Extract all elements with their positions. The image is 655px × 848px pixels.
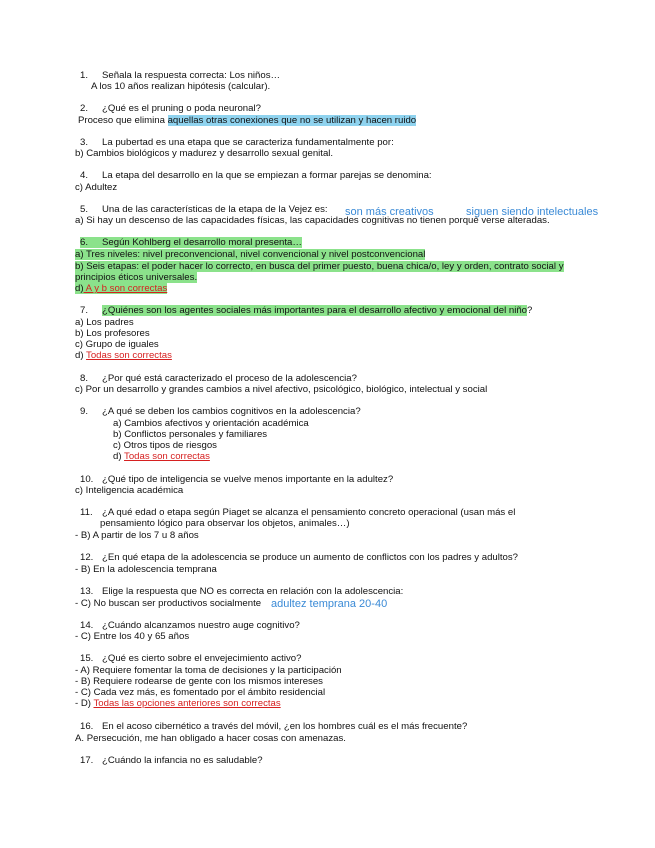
question-text: En el acoso cibernético a través del móvil, ¿en los hombres cuál es el más frecuente? — [102, 721, 468, 732]
question-end: ? — [527, 305, 533, 316]
option-b — [75, 261, 564, 272]
correct-answer: Todas las opciones anteriores son correctas — [93, 698, 281, 709]
highlighted-option: principios éticos universales. — [75, 272, 198, 283]
highlighted-option — [75, 283, 167, 294]
question-number: 2. — [80, 103, 89, 114]
question-text: Señala la respuesta correcta: Los niños… — [102, 70, 281, 81]
option-letter: d) — [75, 283, 84, 294]
question-text: ¿A qué se deben los cambios cognitivos en la adolescencia? — [102, 406, 361, 417]
answer-13: - C) No buscan ser productivos socialmente — [75, 598, 262, 609]
answer-text: Proceso que elimina — [78, 115, 168, 126]
option-d — [75, 698, 281, 709]
question-number: 9. — [80, 406, 89, 417]
question-number: 13. — [80, 586, 94, 597]
question-number: 6. — [80, 237, 89, 248]
question-11 — [80, 507, 515, 518]
correct-answer: Todas son correctas — [124, 451, 210, 462]
question-13 — [80, 586, 403, 597]
option-c: c) Grupo de iguales — [75, 339, 159, 350]
highlighted-option: a) Tres niveles: nivel preconvencional, nivel convencional y nivel postconvencional — [75, 249, 426, 260]
option-b: b) Los profesores — [75, 328, 150, 339]
question-number: 1. — [80, 70, 89, 81]
question-number: 8. — [80, 373, 89, 384]
question-17 — [80, 755, 263, 766]
question-number: 12. — [80, 552, 94, 563]
question-1 — [80, 70, 280, 81]
handwritten-note: siguen siendo intelectuales — [466, 206, 599, 218]
question-number: 3. — [80, 137, 89, 148]
handwritten-note: son más creativos — [345, 206, 434, 218]
question-number: 7. — [80, 305, 89, 316]
option-b: b) Conflictos personales y familiares — [113, 429, 268, 440]
option-d — [75, 283, 167, 294]
question-text: Según Kohlberg el desarrollo moral presenta… — [102, 237, 302, 248]
question-9 — [80, 406, 361, 417]
answer-10: c) Inteligencia académica — [75, 485, 184, 496]
answer-16: A. Persecución, me han obligado a hacer cosas con amenazas. — [75, 733, 346, 744]
option-b-continued — [75, 272, 197, 283]
correct-answer: A y b son correctas — [83, 283, 168, 294]
question-6 — [80, 237, 302, 248]
question-text: Elige la respuesta que NO es correcta en relación con la adolescencia: — [102, 586, 404, 597]
option-letter: d) — [75, 350, 87, 361]
question-text: ¿Qué tipo de inteligencia se vuelve menos importante en la adultez? — [102, 474, 394, 485]
question-text: ¿En qué etapa de la adolescencia se produce un aumento de conflictos con los padres y adultos? — [102, 552, 519, 563]
question-8 — [80, 373, 357, 384]
answer-2 — [78, 115, 416, 126]
question-text: ¿Cuándo la infancia no es saludable? — [102, 755, 263, 766]
highlighted-question: ¿Quiénes son los agentes sociales más importantes para el desarrollo afectivo y emocional del niño — [102, 305, 528, 316]
question-5 — [80, 204, 328, 215]
question-text: ¿Cuándo alcanzamos nuestro auge cognitivo? — [102, 620, 300, 631]
answer-14: - C) Entre los 40 y 65 años — [75, 631, 190, 642]
question-number: 16. — [80, 721, 94, 732]
question-number: 11. — [80, 507, 93, 518]
question-number: 15. — [80, 653, 94, 664]
option-b: - B) Requiere rodearse de gente con los mismos intereses — [75, 676, 323, 687]
answer-8: c) Por un desarrollo y grandes cambios a nivel afectivo, psicológico, biológico, intelectual y social — [75, 384, 488, 395]
question-number: 5. — [80, 204, 89, 215]
question-text: ¿Qué es el pruning o poda neuronal? — [102, 103, 261, 114]
question-12 — [80, 552, 518, 563]
question-text: ¿Qué es cierto sobre el envejecimiento activo? — [102, 653, 302, 664]
option-a: a) Los padres — [75, 317, 134, 328]
question-4 — [80, 170, 432, 181]
option-c: - C) Cada vez más, es fomentado por el ámbito residencial — [75, 687, 326, 698]
question-11-continued: pensamiento lógico para observar los objetos, animales…) — [100, 518, 350, 529]
answer-12: - B) En la adolescencia temprana — [75, 564, 217, 575]
question-text: La pubertad es una etapa que se caracteriza fundamentalmente por: — [102, 137, 394, 148]
question-text: La etapa del desarrollo en la que se empiezan a formar parejas se denomina: — [102, 170, 432, 181]
option-letter: - D) — [75, 698, 94, 709]
highlighted-option: b) Seis etapas: el poder hacer lo correcto, en busca del primer puesto, buena chica/o, ley y orden, contrato social y — [75, 261, 564, 272]
answer-11: - B) A partir de los 7 u 8 años — [75, 530, 199, 541]
correct-answer: Todas son correctas — [86, 350, 172, 361]
highlighted-answer: aquellas otras conexiones que no se utilizan y hacen ruido — [167, 115, 417, 126]
question-number: 10. — [80, 474, 94, 485]
option-letter: d) — [113, 451, 125, 462]
question-2 — [80, 103, 261, 114]
option-d — [75, 350, 172, 361]
answer-5: a) Si hay un descenso de las capacidades físicas, las capacidades cognitivas no tienen porqué verse alteradas. — [75, 215, 550, 226]
option-d — [113, 451, 210, 462]
option-a — [75, 249, 425, 260]
answer-4: c) Adultez — [75, 182, 118, 193]
question-text: ¿Por qué está caracterizado el proceso de la adolescencia? — [102, 373, 357, 384]
question-number: 4. — [80, 170, 89, 181]
question-number: 17. — [80, 755, 94, 766]
question-7 — [80, 305, 532, 316]
question-15 — [80, 653, 301, 664]
highlighted-question — [80, 237, 302, 248]
option-c: c) Otros tipos de riesgos — [113, 440, 217, 451]
answer-3: b) Cambios biológicos y madurez y desarrollo sexual genital. — [75, 148, 334, 159]
question-text: Una de las características de la etapa de la Vejez es: — [102, 204, 328, 215]
question-number: 14. — [80, 620, 94, 631]
question-14 — [80, 620, 300, 631]
option-a: a) Cambios afectivos y orientación académica — [113, 418, 309, 429]
answer-1: A los 10 años realizan hipótesis (calcular). — [91, 81, 271, 92]
question-text: ¿A qué edad o etapa según Piaget se alcanza el pensamiento concreto operacional (usan más el — [102, 507, 516, 518]
handwritten-note: adultez temprana 20-40 — [271, 598, 388, 610]
question-10 — [80, 474, 393, 485]
question-16 — [80, 721, 467, 732]
question-3 — [80, 137, 394, 148]
option-a: - A) Requiere fomentar la toma de decisiones y la participación — [75, 665, 342, 676]
